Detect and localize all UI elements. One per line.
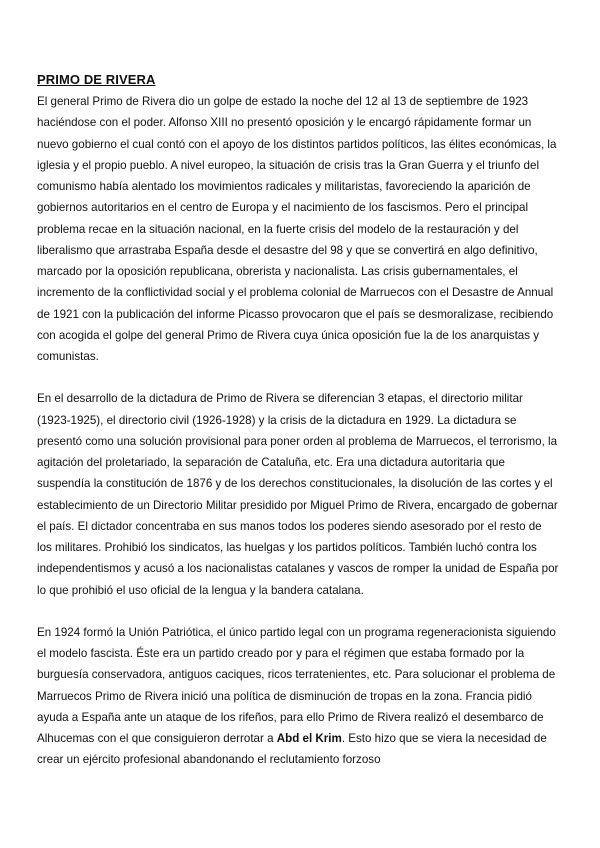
- bold-name-abd-el-krim: Abd el Krim: [276, 732, 342, 745]
- paragraph-3: [37, 622, 559, 771]
- document-page: [37, 72, 559, 792]
- paragraph-2: En el desarrollo de la dictadura de Primo de Rivera se diferencian 3 etapas, el directorio militar (1923-1925), el directorio civil (1926-1928) y la crisis de la dictadura en 1929. La dictadura se presentó como una solución provisional para poner orden al problema de Marruecos, el terrorismo, la agitación del proletariado, la separación de Cataluña, etc. Era una dictadura autoritaria que suspendía la constitución de 1876 y de los derechos constitucionales, la disolución de las cortes y el establecimiento de un Directorio Militar presidido por Miguel Primo de Rivera, encargado de gobernar el país. El dictador concentraba en sus manos todos los poderes siendo asesorado por el resto de los militares. Prohibió los sindicatos, las huelgas y los partidos políticos. También luchó contra los independentismos y acusó a los nacionalistas catalanes y vascos de romper la unidad de España por lo que prohibió el uso oficial de la lengua y la bandera catalana.: [37, 392, 559, 597]
- document-title: PRIMO DE RIVERA: [37, 72, 156, 87]
- paragraph-3-text-end: . Esto hizo que se viera la necesidad de crear un ejército profesional abandonando el reclutamiento forzoso: [37, 732, 547, 767]
- paragraph-3-text-start: En 1924 formó la Unión Patriótica, el único partido legal con un programa regeneracionista siguiendo el modelo fascista. Éste era un partido creado por y para el régimen que estaba formado por la burguesía conservadora, antiguos caciques, ricos terratenientes, etc. Para solucionar el problema de Marruecos Primo de Rivera inició una política de disminución de tropas en la zona. Francia pidió ayuda a España ante un ataque de los rifeños, para ello Primo de Rivera realizó el desembarco de Alhucemas con el que consiguieron derrotar a: [37, 625, 556, 745]
- paragraph-1: El general Primo de Rivera dio un golpe de estado la noche del 12 al 13 de septiembre de 1923 haciéndose con el poder. Alfonso XIII no presentó oposición y le encargó rápidamente formar un nuevo gobierno el cual contó con el apoyo de los distintos partidos políticos, las élites económicas, la iglesia y el propio pueblo. A nivel europeo, la situación de crisis tras la Gran Guerra y el triunfo del comunismo había alentado los movimientos radicales y militaristas, favoreciendo la aparición de gobiernos autoritarios en el centro de Europa y el nacimiento de los fascismos. Pero el principal problema recae en la situación nacional, en la fuerte crisis del modelo de la restauración y del liberalismo que arrastraba España desde el desastre del 98 y que se convertirá en algo definitivo, marcado por la oposición republicana, obrerista y nacionalista. Las crisis gubernamentales, el incremento de la conflictividad social y el problema colonial de Marruecos con el Desastre de Annual de 1921 con la publicación del informe Picasso provocaron que el país se desmoralizase, recibiendo con acogida el golpe del general Primo de Rivera cuya única oposición fue la de los anarquistas y comunistas.: [37, 95, 557, 363]
